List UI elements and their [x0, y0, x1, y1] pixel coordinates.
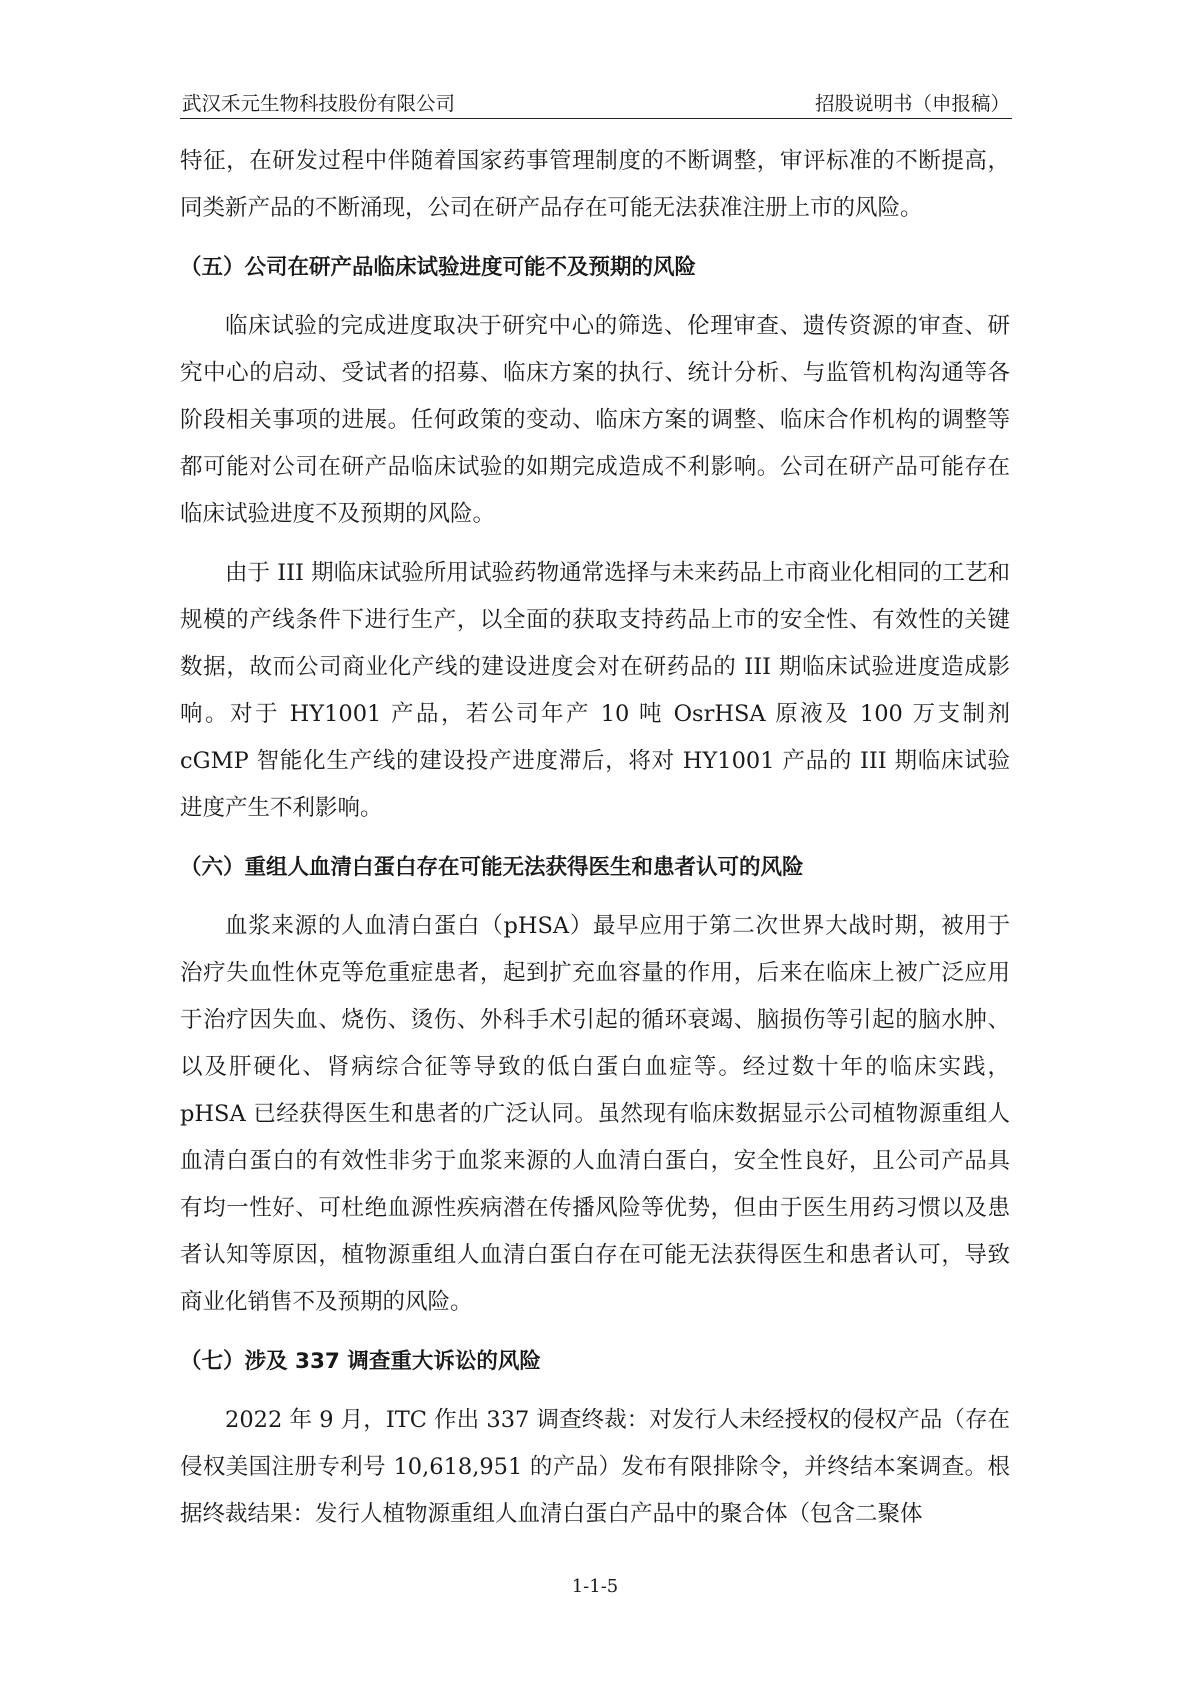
paragraph-continued: 特征，在研发过程中伴随着国家药事管理制度的不断调整，审评标准的不断提高，同类新产品的不断涌现，公司在研产品存在可能无法获准注册上市的风险。	[180, 148, 1010, 221]
paragraph-5a: 临床试验的完成进度取决于研究中心的筛选、伦理审查、遗传资源的审查、研究中心的启动、受试者的招募、临床方案的执行、统计分析、与监管机构沟通等各阶段相关事项的进展。任何政策的变动、临床方案的调整、临床合作机构的调整等都可能对公司在研产品临床试验的如期完成造成不利影响。公司在研产品可能存在临床试验进度不及预期的风险。	[180, 313, 1010, 527]
section-heading-7: （七）涉及 337 调查重大诉讼的风险	[180, 1349, 541, 1374]
paragraph-6: 血浆来源的人血清白蛋白（pHSA）最早应用于第二次世界大战时期，被用于治疗失血性休克等危重症患者，起到扩充血容量的作用，后来在临床上被广泛应用于治疗因失血、烧伤、烫伤、外科手术引起的循环衰竭、脑损伤等引起的脑水肿、以及肝硬化、肾病综合征等导致的低白蛋白血症等。经过数十年的临床实践，pHSA 已经获得医生和患者的广泛认同。虽然现有临床数据显示公司植物源重组人血清白蛋白的有效性非劣于血浆来源的人血清白蛋白，安全性良好，且公司产品具有均一性好、可杜绝血源性疾病潜在传播风险等优势，但由于医生用药习惯以及患者认知等原因，植物源重组人血清白蛋白存在可能无法获得医生和患者认可，导致商业化销售不及预期的风险。	[180, 913, 1010, 1315]
page-header	[180, 88, 1012, 119]
paragraph-7: 2022 年 9 月，ITC 作出 337 调查终裁：对发行人未经授权的侵权产品（存在侵权美国注册专利号 10,618,951 的产品）发布有限排除令，并终结本案调查。根据终裁结果：发行人植物源重组人血清白蛋白产品中的聚合体（包含二聚体	[180, 1407, 1010, 1527]
page-body	[180, 138, 1010, 1538]
header-company-name: 武汉禾元生物科技股份有限公司	[182, 92, 456, 115]
section-heading-5: （五）公司在研产品临床试验进度可能不及预期的风险	[180, 255, 697, 280]
section-heading-6: （六）重组人血清白蛋白存在可能无法获得医生和患者认可的风险	[180, 855, 804, 880]
page-number: 1-1-5	[571, 1576, 619, 1597]
header-document-title: 招股说明书（申报稿）	[814, 92, 1010, 115]
paragraph-5b: 由于 III 期临床试验所用试验药物通常选择与未来药品上市商业化相同的工艺和规模的产线条件下进行生产，以全面的获取支持药品上市的安全性、有效性的关键数据，故而公司商业化产线的建设进度会对在研药品的 III 期临床试验进度造成影响。对于 HY1001 产品，若公司年产 10 吨 OsrHSA 原液及 100 万支制剂 cGMP 智能化生产线的建设投产进度滞后，将对 HY1001 产品的 III 期临床试验进度产生不利影响。	[180, 560, 1010, 821]
